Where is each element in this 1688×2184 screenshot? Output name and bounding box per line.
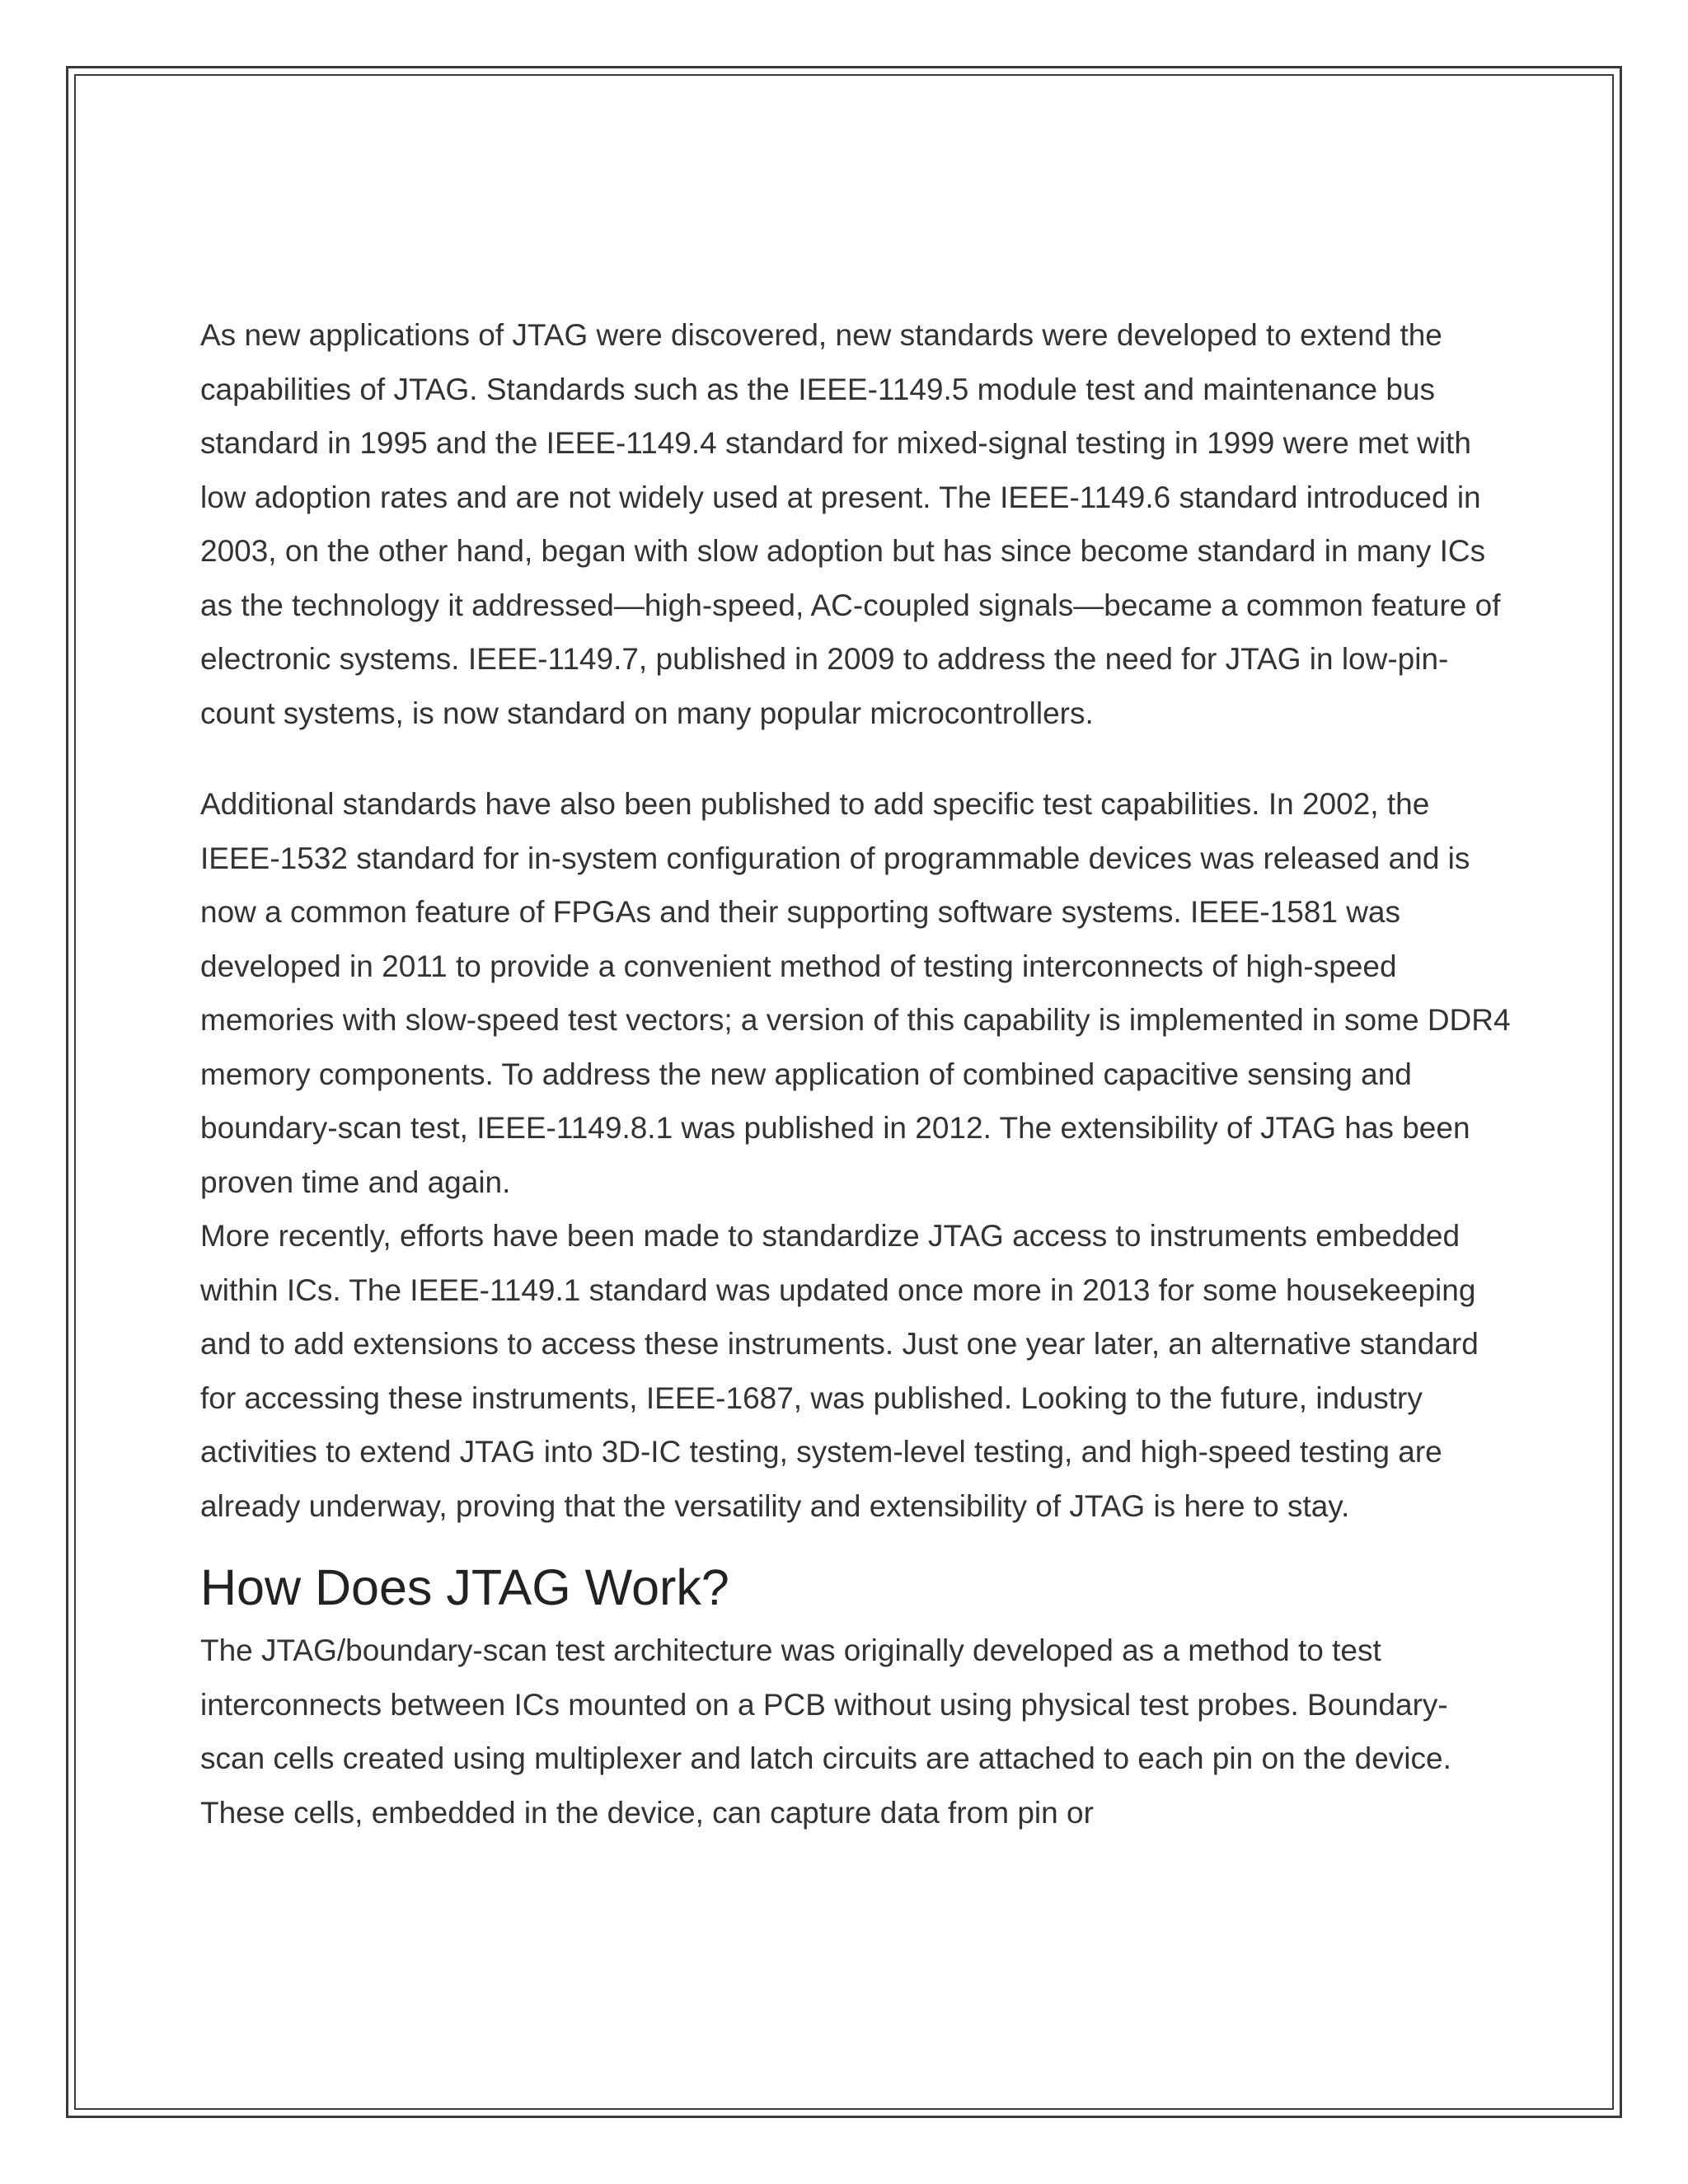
- section-heading: How Does JTAG Work?: [200, 1559, 729, 1615]
- paragraph-spacer: [200, 740, 1511, 777]
- paragraph-how-jtag-works: The JTAG/boundary-scan test architecture was originally developed as a method to test interconnects between ICs mounted on a PCB without using physical test probes. Boundary-scan cells created using multiplexer and latch circuits are attached to each pin on the device. These cells, embedded in the device, can capture data from pin or: [200, 1633, 1451, 1830]
- paragraph-additional-standards: Additional standards have also been published to add specific test capabilities. In 2002, the IEEE-1532 standard for in-system configuration of programmable devices was released and is now a common feature of FPGAs and their supporting software systems. IEEE-1581 was developed in 2011 to provide a convenient method of testing interconnects of high-speed memories with slow-speed test vectors; a version of this capability is implemented in some DDR4 memory components. To address the new application of combined capacitive sensing and boundary-scan test, IEEE-1149.8.1 was published in 2012. The extensibility of JTAG has been proven time and again.: [200, 787, 1511, 1199]
- paragraph-recent-efforts: More recently, efforts have been made to standardize JTAG access to instruments embedded within ICs. The IEEE-1149.1 standard was updated once more in 2013 for some housekeeping and to add extensions to access these instruments. Just one year later, an alternative standard for accessing these instruments, IEEE-1687, was published. Looking to the future, industry activities to extend JTAG into 3D-IC testing, system-level testing, and high-speed testing are already underway, proving that the versatility and extensibility of JTAG is here to stay.: [200, 1219, 1479, 1523]
- document-body: [200, 308, 1511, 1840]
- paragraph-jtag-standards-history: As new applications of JTAG were discovered, new standards were developed to extend the capabilities of JTAG. Standards such as the IEEE-1149.5 module test and maintenance bus standard in 1995 and the IEEE-1149.4 standard for mixed-signal testing in 1999 were met with low adoption rates and are not widely used at present. The IEEE-1149.6 standard introduced in 2003, on the other hand, began with slow adoption but has since become standard in many ICs as the technology it addressed—high-speed, AC-coupled signals—became a common feature of electronic systems. IEEE-1149.7, published in 2009 to address the need for JTAG in low-pin-count systems, is now standard on many popular microcontrollers.: [200, 318, 1501, 730]
